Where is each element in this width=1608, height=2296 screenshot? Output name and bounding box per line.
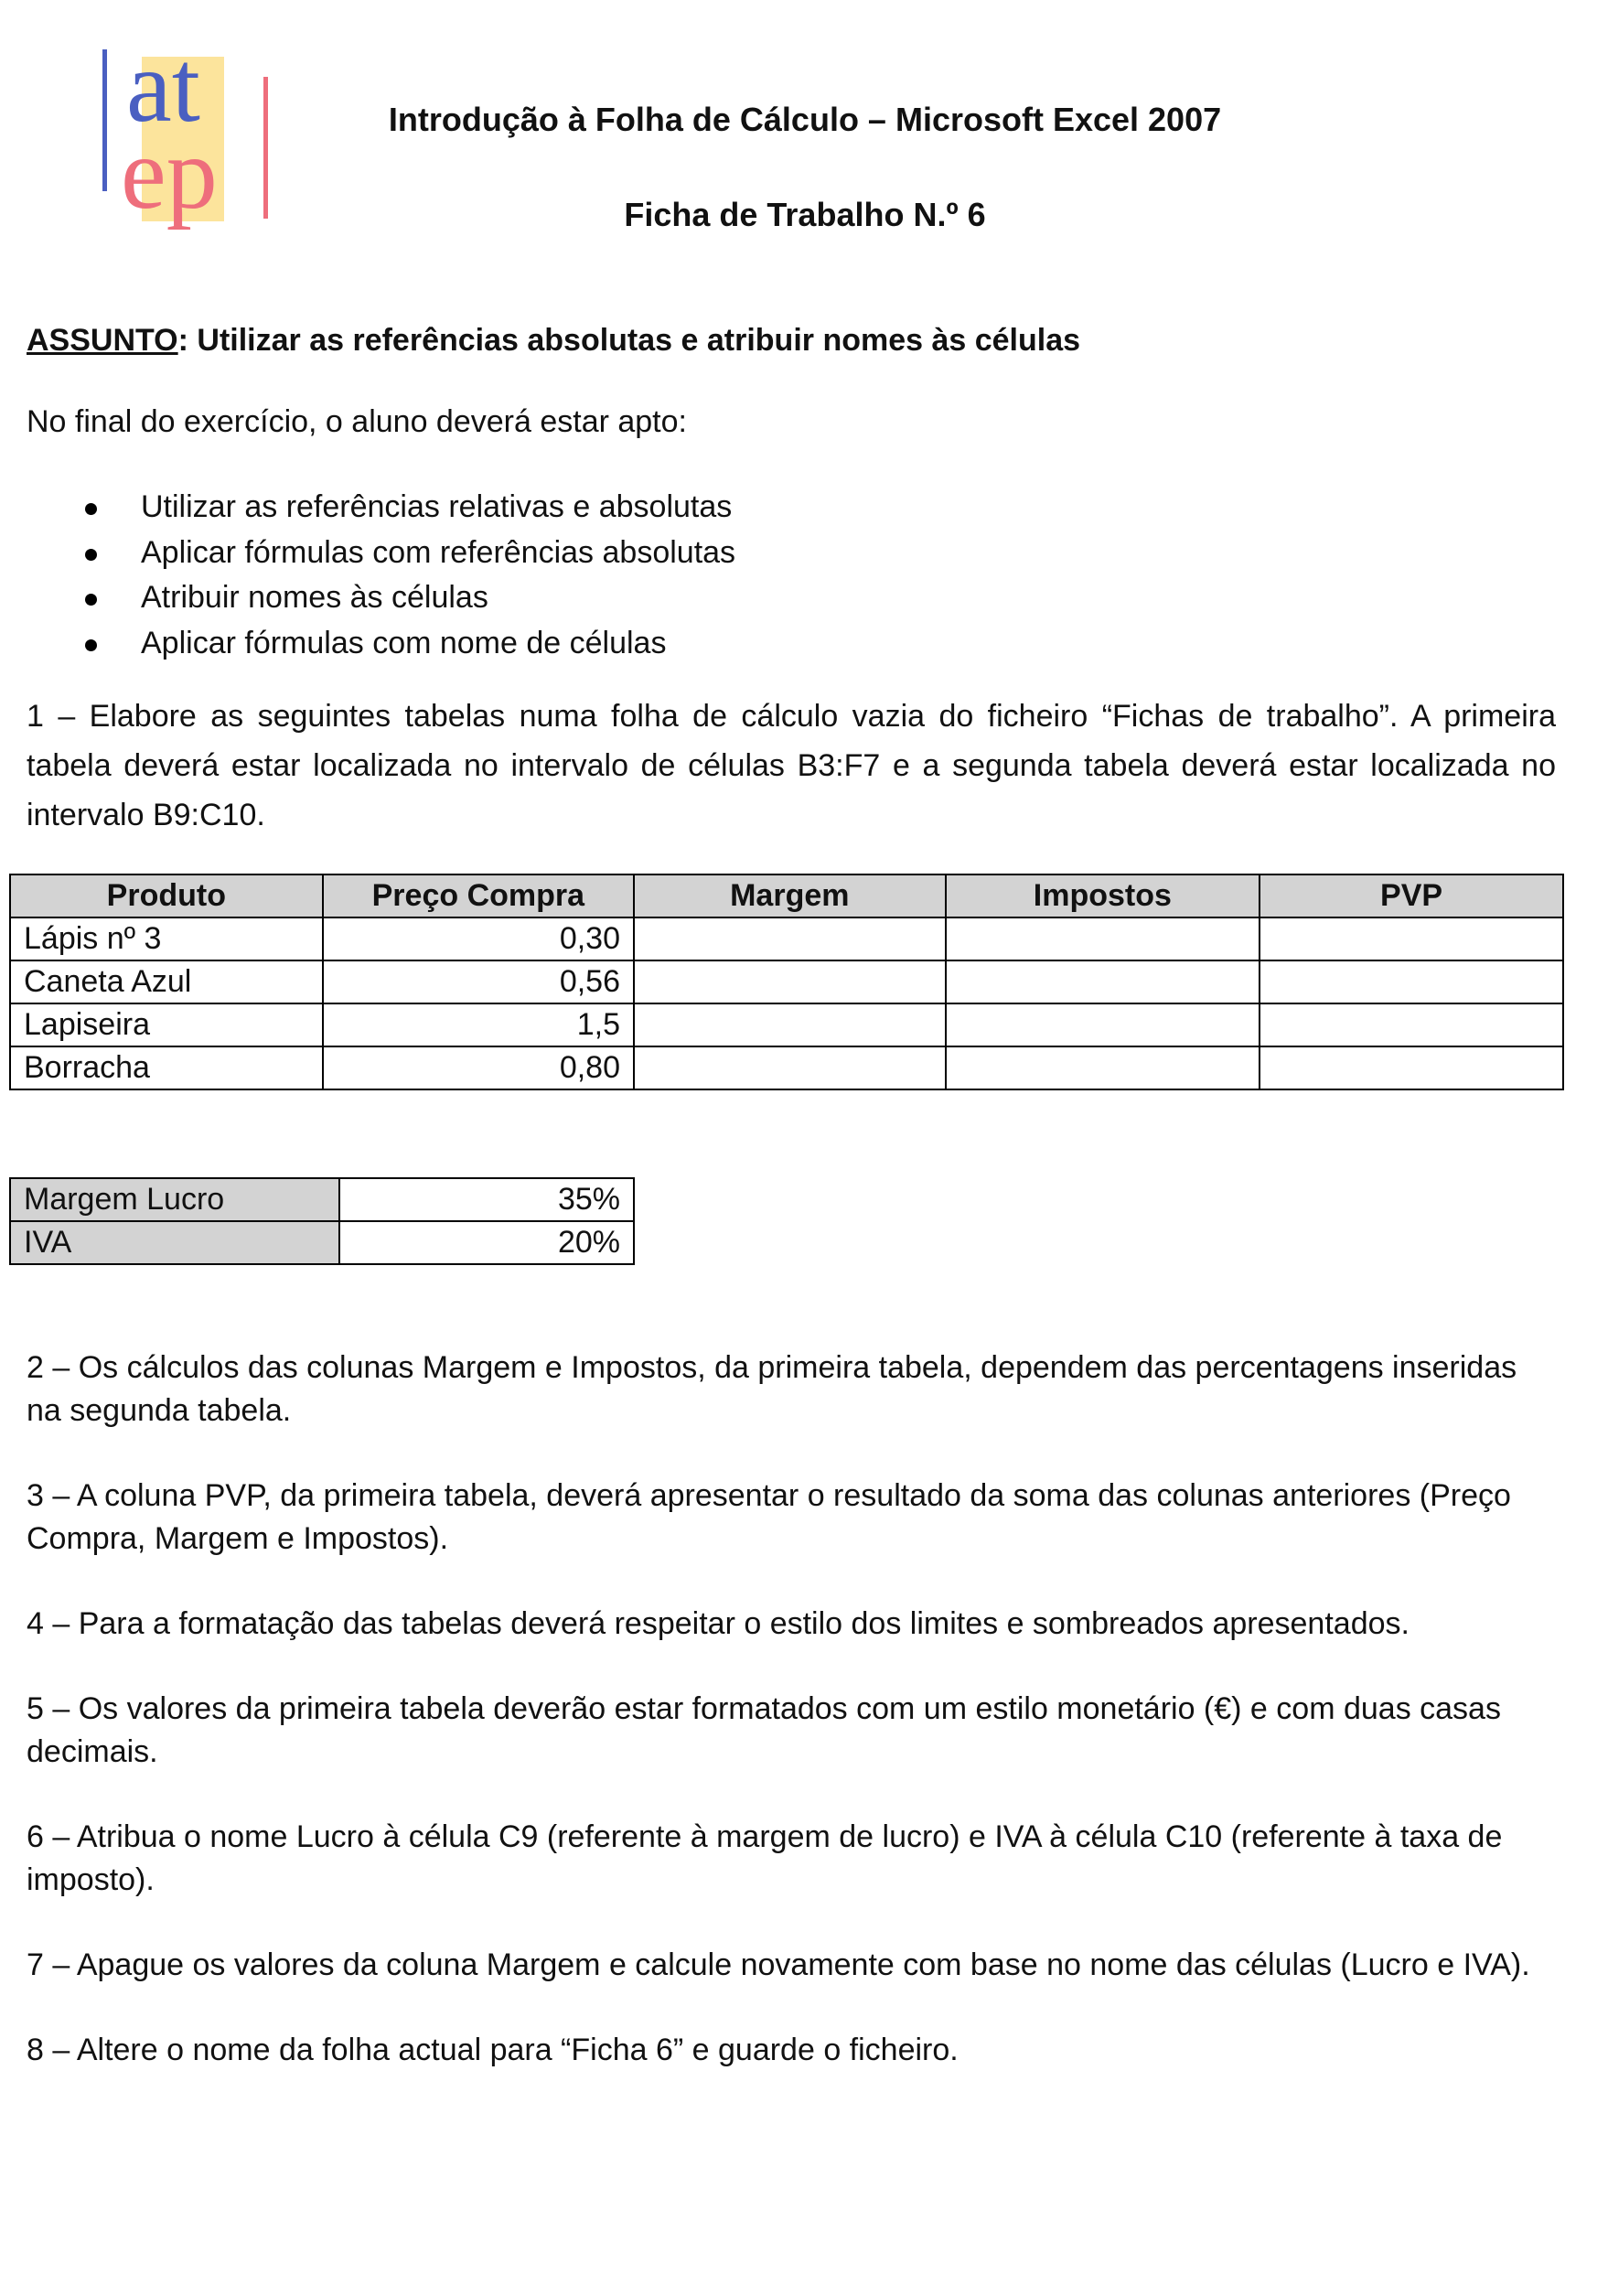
list-item: Atribuir nomes às células xyxy=(0,575,735,621)
subject-text: : Utilizar as referências absolutas e atribuir nomes às células xyxy=(177,323,1081,358)
table-cell: Lápis nº 3 xyxy=(10,917,323,960)
document-title: Introdução à Folha de Cálculo – Microsoft Excel 2007 xyxy=(388,101,1222,138)
table-header-row xyxy=(10,874,1563,917)
header-margem: Margem xyxy=(634,874,946,917)
table-cell: Borracha xyxy=(10,1046,323,1089)
logo-left-bar xyxy=(102,49,107,191)
instruction-2: 2 – Os cálculos das colunas Margem e Impostos, da primeira tabela, dependem das percentagens inseridas na segunda tabela. xyxy=(27,1350,1517,1428)
instruction-6: 6 – Atribua o nome Lucro à célula C9 (referente à margem de lucro) e IVA à célula C10 (referente à taxa de imposto). xyxy=(27,1819,1503,1897)
instruction-1: 1 – Elabore as seguintes tabelas numa folha de cálculo vazia do ficheiro “Fichas de trabalho”. A primeira tabela deverá estar localizada no intervalo de células B3:F7 e a segunda tabela deverá estar localizada no intervalo B9:C10. xyxy=(27,699,1556,832)
logo-right-bar xyxy=(263,77,268,219)
instruction-7: 7 – Apague os valores da coluna Margem e calcule novamente com base no nome das células (Lucro e IVA). xyxy=(27,1947,1530,1982)
header-produto: Produto xyxy=(10,874,323,917)
list-item: Aplicar fórmulas com referências absolutas xyxy=(0,531,735,576)
table-cell: 0,56 xyxy=(323,960,634,1003)
instruction-5: 5 – Os valores da primeira tabela deverão estar formatados com um estilo monetário (€) e com duas casas decimais. xyxy=(27,1691,1501,1769)
table-cell xyxy=(946,1003,1260,1046)
table-row xyxy=(10,1178,634,1221)
subject-keyword: ASSUNTO xyxy=(27,323,178,358)
table-row xyxy=(10,1003,1563,1046)
table-cell xyxy=(1260,1046,1563,1089)
table-row xyxy=(10,1046,1563,1089)
logo-text-at: at xyxy=(126,30,200,144)
instruction-8: 8 – Altere o nome da folha actual para “Ficha 6” e guarde o ficheiro. xyxy=(27,2033,959,2067)
table-cell xyxy=(1260,1003,1563,1046)
list-item: Utilizar as referências relativas e absolutas xyxy=(0,485,735,531)
subject-line xyxy=(27,323,1080,359)
table-cell: Caneta Azul xyxy=(10,960,323,1003)
table-cell xyxy=(1260,960,1563,1003)
header-pvp: PVP xyxy=(1260,874,1563,917)
table-cell xyxy=(634,960,946,1003)
rate-label: Margem Lucro xyxy=(10,1178,339,1221)
table-cell: Lapiseira xyxy=(10,1003,323,1046)
rates-table xyxy=(9,1177,635,1265)
table-cell xyxy=(634,917,946,960)
table-cell: 0,30 xyxy=(323,917,634,960)
table-cell xyxy=(1260,917,1563,960)
objectives-list xyxy=(0,485,735,666)
atep-logo xyxy=(91,29,274,240)
table-cell xyxy=(634,1003,946,1046)
table-row xyxy=(10,1221,634,1264)
header-preco-compra: Preço Compra xyxy=(323,874,634,917)
worksheet-number: Ficha de Trabalho N.º 6 xyxy=(624,196,986,233)
products-table xyxy=(9,874,1564,1090)
header-impostos: Impostos xyxy=(946,874,1260,917)
table-row xyxy=(10,960,1563,1003)
rate-value: 35% xyxy=(339,1178,634,1221)
logo-text-ep: ep xyxy=(121,117,218,231)
list-item: Aplicar fórmulas com nome de células xyxy=(0,621,735,667)
table-cell xyxy=(634,1046,946,1089)
table-cell: 1,5 xyxy=(323,1003,634,1046)
instruction-4: 4 – Para a formatação das tabelas deverá respeitar o estilo dos limites e sombreados apresentados. xyxy=(27,1606,1410,1641)
table-cell: 0,80 xyxy=(323,1046,634,1089)
rate-label: IVA xyxy=(10,1221,339,1264)
table-row xyxy=(10,917,1563,960)
rate-value: 20% xyxy=(339,1221,634,1264)
table-cell xyxy=(946,917,1260,960)
intro-text: No final do exercício, o aluno deverá estar apto: xyxy=(27,404,687,439)
table-cell xyxy=(946,960,1260,1003)
instruction-3: 3 – A coluna PVP, da primeira tabela, deverá apresentar o resultado da soma das colunas anteriores (Preço Compra, Margem e Impostos). xyxy=(27,1478,1511,1556)
table-cell xyxy=(946,1046,1260,1089)
